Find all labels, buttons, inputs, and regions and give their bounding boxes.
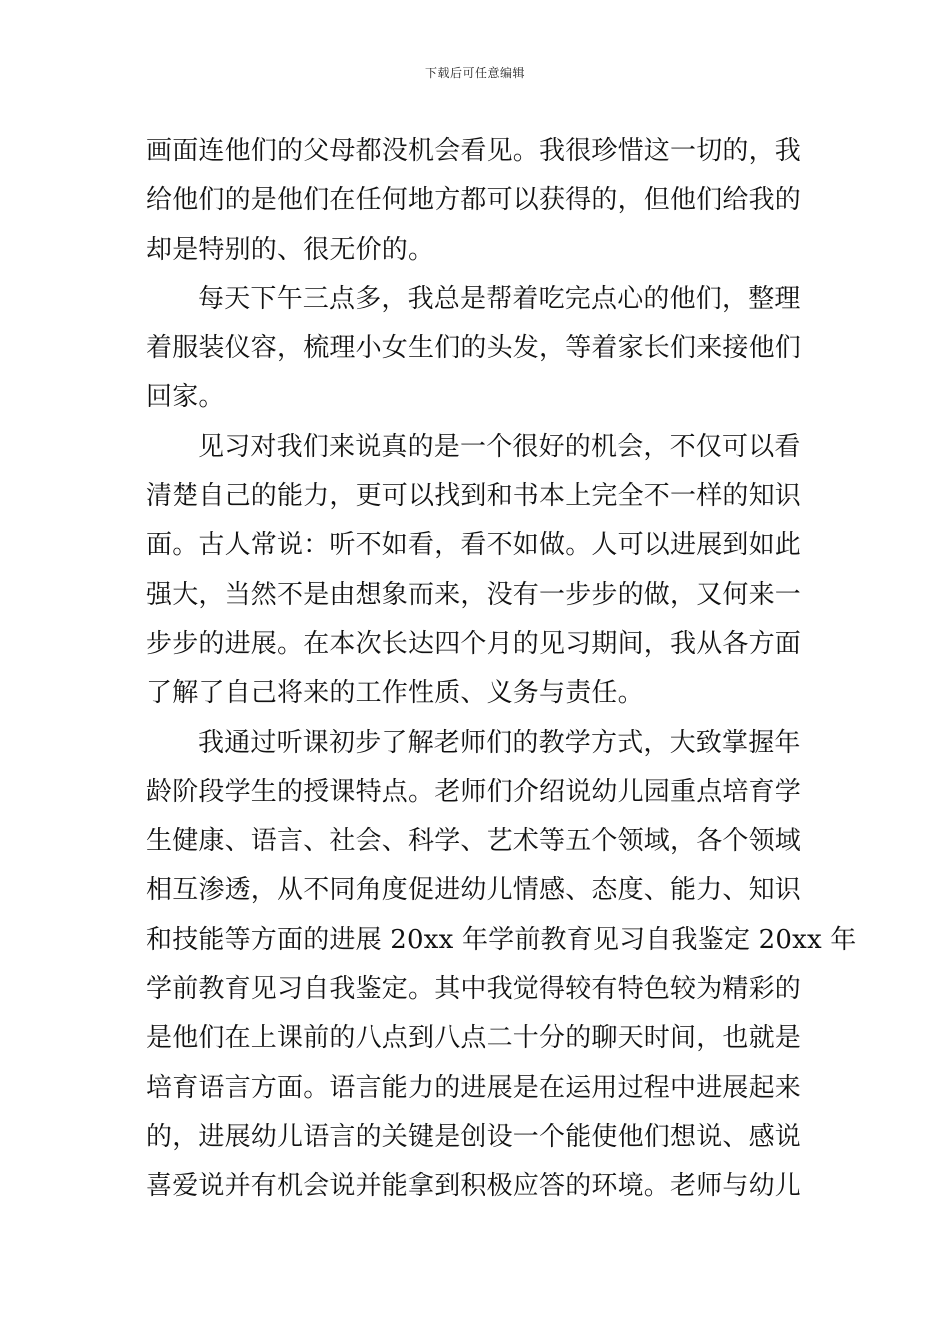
text-line: 回家。 [146, 382, 225, 413]
text-line: 的，进展幼儿语言的关键是创设一个能使他们想说、感说 [146, 1121, 802, 1152]
text-line: 强大，当然不是由想象而来，没有一步步的做，又何来一 [146, 579, 802, 610]
text-line: 每天下午三点多，我总是帮着吃完点心的他们，整理 [198, 283, 801, 314]
text-line: 见习对我们来说真的是一个很好的机会，不仅可以看 [198, 431, 801, 462]
text-line: 步步的进展。在本次长达四个月的见习期间，我从各方面 [146, 628, 802, 659]
text-line: 却是特别的、很无价的。 [146, 234, 435, 265]
text-line: 生健康、语言、社会、科学、艺术等五个领域，各个领域 [146, 826, 802, 857]
text-line: 画面连他们的父母都没机会看见。我很珍惜这一切的，我 [146, 136, 802, 166]
page-header-note: 下载后可任意编辑 [424, 66, 525, 80]
text-line: 面。古人常说：听不如看，看不如做。人可以进展到如此 [146, 530, 802, 561]
text-line: 龄阶段学生的授课特点。老师们介绍说幼儿园重点培育学 [146, 776, 802, 807]
text-line: 清楚自己的能力，更可以找到和书本上完全不一样的知识 [146, 481, 802, 512]
text-line: 给他们的是他们在任何地方都可以获得的，但他们给我的 [146, 185, 802, 216]
text-line: 和技能等方面的进展 20xx 年学前教育见习自我鉴定 20xx 年 [146, 924, 857, 955]
text-line: 着服装仪容，梳理小女生们的头发，等着家长们来接他们 [146, 333, 802, 364]
text-line: 培育语言方面。语言能力的进展是在运用过程中进展起来 [146, 1072, 802, 1103]
document-body [146, 127, 857, 1212]
text-line: 学前教育见习自我鉴定。其中我觉得较有特色较为精彩的 [146, 974, 802, 1005]
text-line: 了解了自己将来的工作性质、义务与责任。 [146, 678, 644, 709]
text-line: 我通过听课初步了解老师们的教学方式，大致掌握年 [198, 727, 801, 758]
text-line: 是他们在上课前的八点到八点二十分的聊天时间，也就是 [146, 1023, 802, 1054]
text-line: 喜爱说并有机会说并能拿到积极应答的环境。老师与幼儿 [146, 1171, 802, 1202]
text-line: 相互渗透，从不同角度促进幼儿情感、态度、能力、知识 [146, 875, 802, 906]
